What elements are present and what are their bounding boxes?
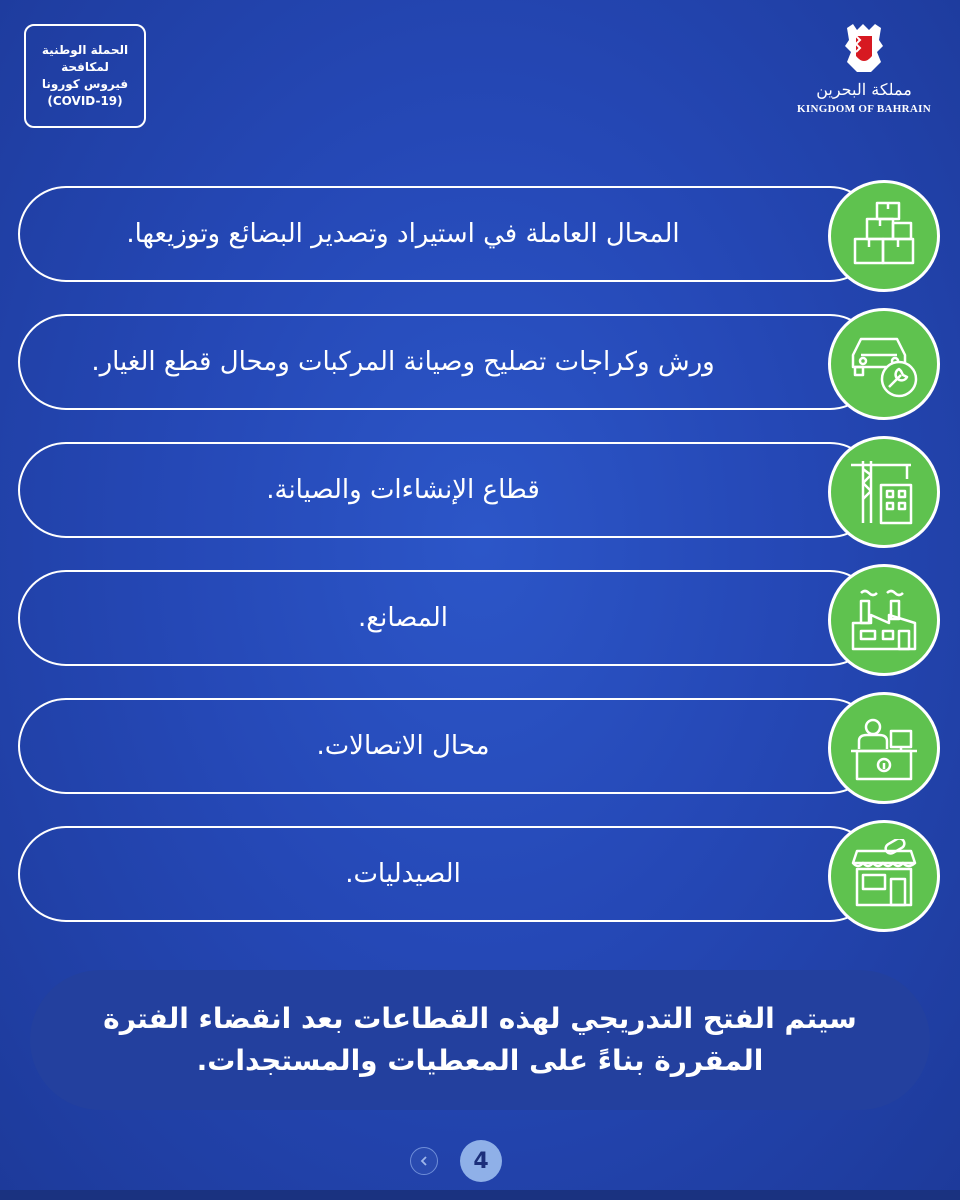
campaign-line: لمكافحة [61, 60, 109, 74]
sector-pill [18, 826, 878, 922]
sector-pill [18, 442, 878, 538]
boxes-icon [828, 180, 940, 292]
announcement-line: المقررة بناءً على المعطيات والمستجدات. [196, 1044, 764, 1077]
sector-item [18, 180, 940, 284]
chevron-left-icon [418, 1155, 430, 1167]
campaign-badge [24, 24, 146, 128]
sector-text: محال الاتصالات. [316, 731, 490, 761]
bottom-bar [0, 1190, 960, 1200]
sector-item [18, 436, 940, 540]
logo-english: KINGDOM OF BAHRAIN [797, 103, 931, 115]
car-wrench-icon [828, 308, 940, 420]
sector-text: الصيدليات. [345, 859, 461, 889]
sector-text: المحال العاملة في استيراد وتصدير البضائع وتوزيعها. [126, 219, 680, 249]
sector-pill [18, 570, 878, 666]
announcement-box [30, 970, 930, 1110]
coat-of-arms-icon [843, 22, 885, 78]
campaign-line: الحملة الوطنية [41, 43, 129, 57]
logo-arabic: مملكة البحرين [816, 80, 912, 99]
sector-pill [18, 314, 878, 410]
sector-item [18, 564, 940, 668]
previous-page-button[interactable] [410, 1147, 438, 1175]
page-number: 4 [460, 1140, 502, 1182]
sector-item [18, 308, 940, 412]
sector-text: ورش وكراجات تصليح وصيانة المركبات ومحال قطع الغيار. [91, 347, 715, 377]
sector-item [18, 692, 940, 796]
sector-text: المصانع. [358, 603, 448, 633]
bahrain-logo [794, 22, 934, 132]
pharmacy-icon [828, 820, 940, 932]
sector-item [18, 820, 940, 924]
factory-icon [828, 564, 940, 676]
pagination [410, 1140, 510, 1182]
sector-text: قطاع الإنشاءات والصيانة. [266, 475, 540, 505]
campaign-line: فيروس كورونا [41, 77, 129, 91]
announcement-line: سيتم الفتح التدريجي لهذه القطاعات بعد انقضاء الفترة [103, 1002, 857, 1035]
service-desk-icon [828, 692, 940, 804]
sector-pill [18, 186, 878, 282]
sector-pill [18, 698, 878, 794]
campaign-line: (COVID-19) [47, 94, 123, 108]
construction-crane-icon [828, 436, 940, 548]
